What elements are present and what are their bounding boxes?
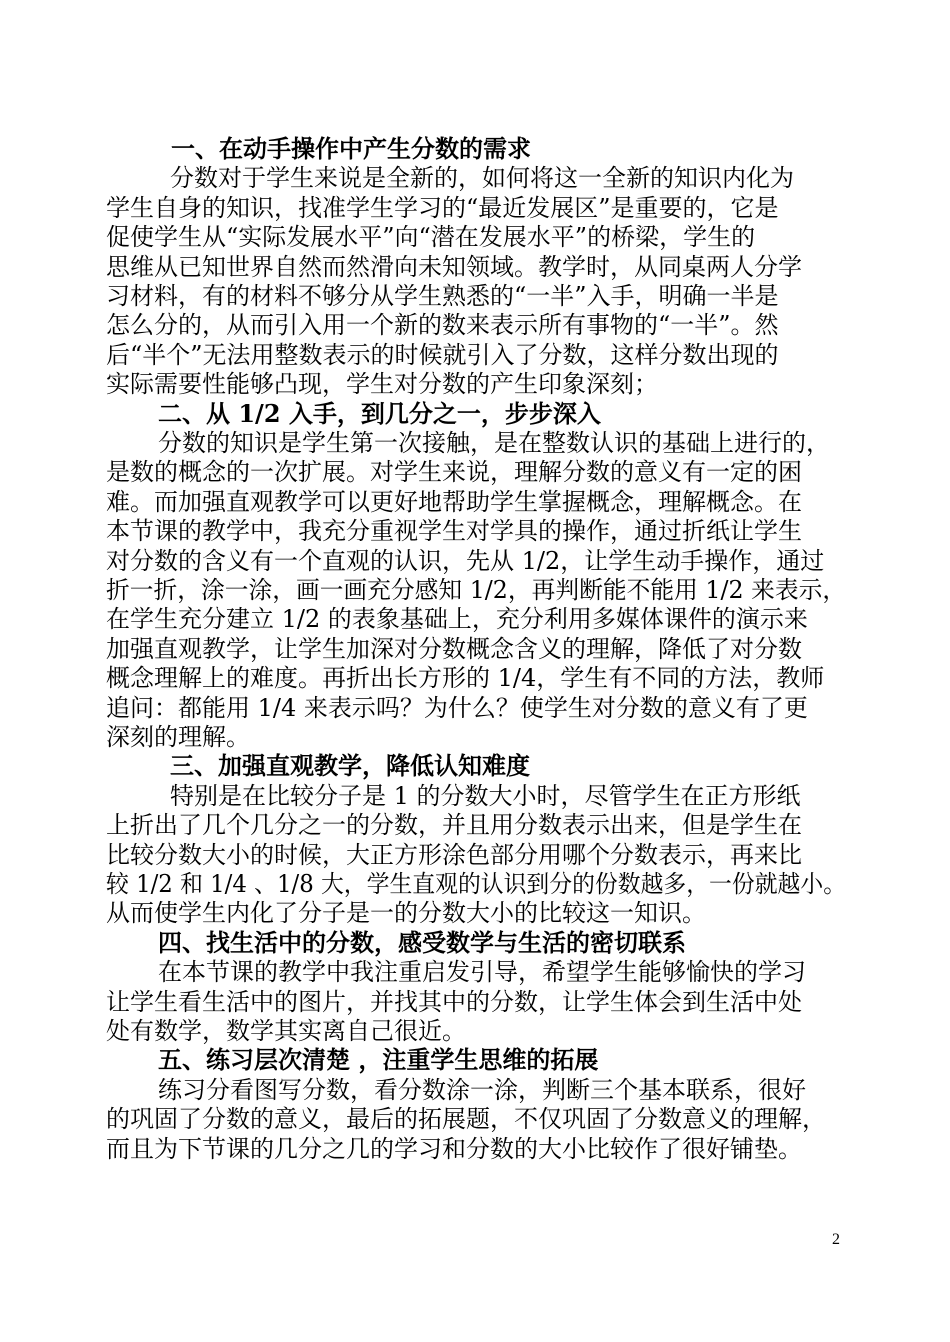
paragraph-line: 特别是在比较分子是 1 的分数大小时，尽管学生在正方形纸: [170, 782, 801, 810]
paragraph-line: 对分数的含义有一个直观的认识，先从 1/2，让学生动手操作，通过: [106, 547, 825, 575]
section-heading: 四、找生活中的分数，感受数学与生活的密切联系: [158, 928, 686, 957]
section-heading: 一、在动手操作中产生分数的需求: [171, 134, 531, 163]
paragraph-line: 分数的知识是学生第一次接触，是在整数认识的基础上进行的，: [158, 429, 830, 457]
section-heading: 二、从 1/2 入手，到几分之一，步步深入: [158, 399, 601, 428]
paragraph-line: 本节课的教学中，我充分重视学生对学具的操作，通过折纸让学生: [106, 517, 802, 545]
paragraph-line: 难。而加强直观教学可以更好地帮助学生掌握概念，理解概念。在: [106, 488, 802, 516]
paragraph-line: 是数的概念的一次扩展。对学生来说，理解分数的意义有一定的困: [106, 458, 802, 486]
paragraph-line: 的巩固了分数的意义，最后的拓展题，不仅巩固了分数意义的理解，: [106, 1105, 826, 1133]
section-heading: 三、加强直观教学，降低认知难度: [170, 751, 530, 780]
paragraph-line: 让学生看生活中的图片，并找其中的分数，让学生体会到生活中处: [106, 988, 802, 1016]
paragraph-line: 后“半个”无法用整数表示的时候就引入了分数，这样分数出现的: [106, 341, 779, 369]
paragraph-line: 上折出了几个几分之一的分数，并且用分数表示出来，但是学生在: [106, 811, 802, 839]
paragraph-line: 习材料，有的材料不够分从学生熟悉的“一半”入手，明确一半是: [106, 282, 779, 310]
paragraph-line: 分数对于学生来说是全新的，如何将这一全新的知识内化为: [170, 164, 794, 192]
page-number: 2: [832, 1231, 840, 1248]
paragraph-line: 深刻的理解。: [106, 723, 250, 751]
paragraph-line: 实际需要性能够凸现，学生对分数的产生印象深刻；: [106, 370, 658, 398]
paragraph-line: 怎么分的，从而引入用一个新的数来表示所有事物的“一半”。然: [106, 311, 779, 339]
paragraph-line: 较 1/2 和 1/4 、1/8 大，学生直观的认识到分的份数越多，一份就越小。: [106, 870, 847, 898]
paragraph-line: 追问：都能用 1/4 来表示吗？为什么？使学生对分数的意义有了更: [106, 694, 808, 722]
paragraph-line: 在学生充分建立 1/2 的表象基础上，充分利用多媒体课件的演示来: [106, 605, 808, 633]
paragraph-line: 折一折，涂一涂，画一画充分感知 1/2，再判断能不能用 1/2 来表示，: [106, 576, 847, 604]
section-heading: 五、练习层次清楚 ，注重学生思维的拓展: [158, 1045, 599, 1074]
paragraph-line: 练习分看图写分数，看分数涂一涂，判断三个基本联系，很好: [158, 1076, 806, 1104]
paragraph-line: 促使学生从“实际发展水平”向“潜在发展水平”的桥梁，学生的: [106, 223, 756, 251]
paragraph-line: 处有数学，数学其实离自己很近。: [106, 1017, 466, 1045]
paragraph-line: 学生自身的知识，找准学生学习的“最近发展区”是重要的，它是: [106, 194, 779, 222]
paragraph-line: 加强直观教学，让学生加深对分数概念含义的理解，降低了对分数: [106, 635, 802, 663]
paragraph-line: 思维从已知世界自然而然滑向未知领域。教学时，从同桌两人分学: [106, 253, 802, 281]
paragraph-line: 概念理解上的难度。再折出长方形的 1/4，学生有不同的方法，教师: [106, 664, 825, 692]
paragraph-line: 比较分数大小的时候，大正方形涂色部分用哪个分数表示，再来比: [106, 841, 802, 869]
paragraph-line: 在本节课的教学中我注重启发引导，希望学生能够愉快的学习: [158, 958, 806, 986]
paragraph-line: 从而使学生内化了分子是一的分数大小的比较这一知识。: [106, 899, 706, 927]
paragraph-line: 而且为下节课的几分之几的学习和分数的大小比较作了很好铺垫。: [106, 1135, 802, 1163]
